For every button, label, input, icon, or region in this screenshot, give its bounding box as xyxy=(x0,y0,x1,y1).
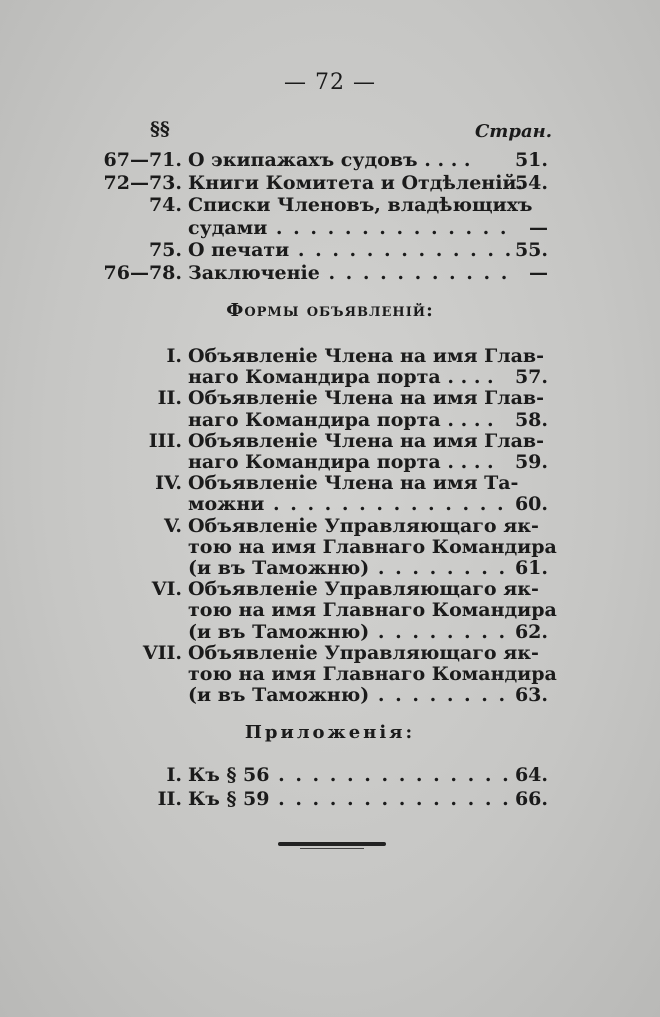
entry-title: наго Командира порта . . . . xyxy=(188,366,494,389)
entry-title: О печати . . . xyxy=(188,237,513,263)
entry-number: 75. xyxy=(148,239,182,261)
entry-number: 72—73. xyxy=(103,171,182,194)
entry-title: наго Командира порта . . . . xyxy=(188,408,494,431)
entry-number: III. xyxy=(148,429,182,452)
entry-title: тою на имя Главнаго Командира xyxy=(188,599,557,622)
entry-title: (и въ Таможню) . . . xyxy=(188,619,513,645)
entry-title: О экипажахъ судовъ . . . . xyxy=(188,149,471,171)
entry-page: 63. xyxy=(514,684,548,707)
entry-number: 67—71. xyxy=(103,149,182,171)
entry-title: Объявленіе Члена на имя Глав- xyxy=(188,387,545,410)
entry-page: 51. xyxy=(514,149,548,171)
entry-title: (и въ Таможню) . . . xyxy=(188,682,513,708)
section-column-header: §§ xyxy=(150,118,170,140)
appendix-section-title: Приложенія: xyxy=(244,722,416,743)
entry-title: тою на имя Главнаго Командира xyxy=(188,663,557,685)
entry-title: Къ § 56 . . . xyxy=(188,762,513,788)
entry-page: 55. xyxy=(514,239,548,261)
entry-number: II. xyxy=(157,387,182,410)
page-column-header: Стран. xyxy=(474,121,552,142)
entry-title: тою на имя Главнаго Командира xyxy=(188,535,557,558)
entry-title: (и въ Таможню) . . . xyxy=(188,555,513,581)
entry-page: 54. xyxy=(514,171,548,194)
entry-title: Объявленіе Управляющаго як- xyxy=(188,578,539,601)
entry-title: Объявленіе Управляющаго як- xyxy=(188,514,539,537)
entry-number: 74. xyxy=(148,194,182,216)
entry-number: V. xyxy=(163,514,182,537)
toc-row xyxy=(0,682,660,708)
entry-number: II. xyxy=(157,788,182,810)
entry-title: Заключеніе . . . xyxy=(188,260,513,286)
closing-ornament-rule xyxy=(278,842,386,846)
entry-title: Объявленіе Члена на имя Та- xyxy=(188,472,519,495)
entry-title: Объявленіе Управляющаго як- xyxy=(188,641,539,664)
toc-row xyxy=(0,786,660,812)
entry-page: 60. xyxy=(514,493,548,516)
entry-number: I. xyxy=(166,345,182,367)
entry-title: Къ § 59 . . . xyxy=(188,786,513,812)
entry-number: 76—78. xyxy=(103,261,182,284)
entry-title: Списки Членовъ, владѣющихъ xyxy=(188,194,533,216)
entry-number: IV. xyxy=(155,472,182,495)
entry-title: Книги Комитета и Отдѣленій. xyxy=(188,171,524,194)
entry-page: — xyxy=(529,261,548,284)
closing-ornament-line xyxy=(300,848,364,849)
entry-title: наго Командира порта . . . . xyxy=(188,451,494,473)
entry-title: Объявленіе Члена на имя Глав- xyxy=(188,429,545,452)
toc-row xyxy=(0,260,660,286)
entry-page: 61. xyxy=(514,557,548,579)
entry-page: 59. xyxy=(514,451,548,473)
entry-page: 66. xyxy=(514,788,548,810)
entry-page: 62. xyxy=(514,620,548,643)
entry-number: I. xyxy=(166,764,182,786)
entry-page: 57. xyxy=(514,366,548,389)
entry-page: — xyxy=(529,216,548,239)
forms-section-title: Формы объявленій: xyxy=(226,300,434,321)
entry-title: судами . . . xyxy=(188,215,513,241)
entry-page: 58. xyxy=(514,408,548,431)
entry-page: 64. xyxy=(514,764,548,786)
entry-title: Объявленіе Члена на имя Глав- xyxy=(188,345,545,367)
entry-title: можни . . . xyxy=(188,491,513,517)
toc-row xyxy=(0,762,660,788)
entry-number: VI. xyxy=(151,578,182,601)
page-number: — 72 — xyxy=(284,70,376,95)
entry-number: VII. xyxy=(142,641,182,664)
